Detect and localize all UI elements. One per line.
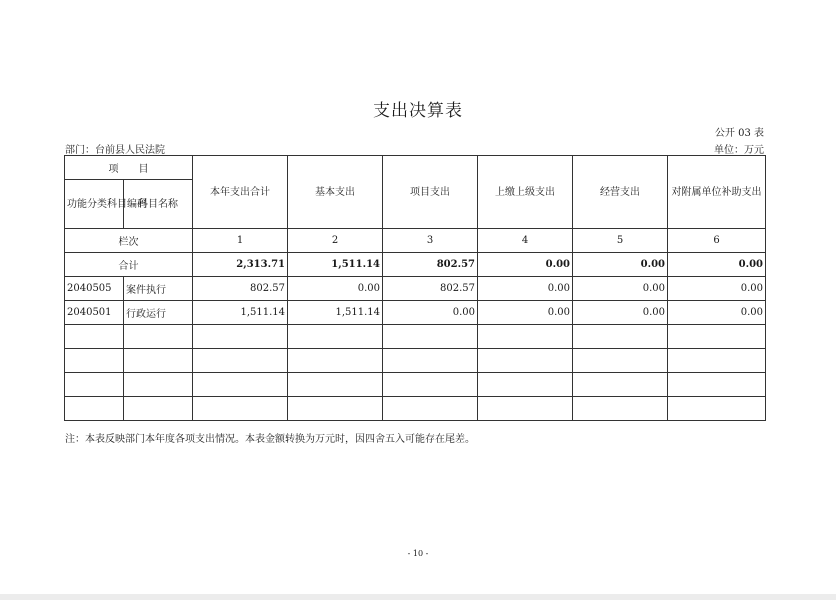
index-cell: 1 <box>193 229 288 253</box>
empty-row <box>65 397 766 421</box>
unit-label: 单位：万元 <box>714 145 764 156</box>
total-cell: 0.00 <box>478 253 573 277</box>
index-cell: 2 <box>288 229 383 253</box>
empty-row <box>65 349 766 373</box>
header-project-expenditure: 项目支出 <box>383 156 478 229</box>
value-cell: 1,511.14 <box>193 301 288 325</box>
subject-name-cell: 行政运行 <box>124 301 193 325</box>
header-total-expenditure: 本年支出合计 <box>193 156 288 229</box>
function-code-cell: 2040505 <box>65 277 124 301</box>
value-cell: 0.00 <box>383 301 478 325</box>
table-row <box>65 301 766 325</box>
total-cell: 0.00 <box>668 253 766 277</box>
value-cell: 0.00 <box>478 301 573 325</box>
form-number: 公开 03 表 <box>714 128 764 139</box>
value-cell: 0.00 <box>668 301 766 325</box>
header-operating-expenditure: 经营支出 <box>573 156 668 229</box>
index-cell: 3 <box>383 229 478 253</box>
table-note: 注：本表反映部门本年度各项支出情况。本表金额转换为万元时，因四舍五入可能存在尾差。 <box>65 434 475 445</box>
index-cell: 4 <box>478 229 573 253</box>
department-label: 部门：台前县人民法院 <box>65 145 165 156</box>
total-row-label: 合计 <box>65 253 193 277</box>
index-cell: 6 <box>668 229 766 253</box>
header-remit-superior: 上缴上级支出 <box>478 156 573 229</box>
header-basic-expenditure: 基本支出 <box>288 156 383 229</box>
expenditure-table <box>64 155 766 421</box>
total-cell: 0.00 <box>573 253 668 277</box>
header-subsidiary-subsidy: 对附属单位补助支出 <box>668 156 766 229</box>
table-row <box>65 277 766 301</box>
header-subject-name: 科目名称 <box>124 180 193 229</box>
page-title: 支出决算表 <box>373 101 463 121</box>
viewer-bottom-strip <box>0 594 836 600</box>
empty-row <box>65 373 766 397</box>
total-cell: 2,313.71 <box>193 253 288 277</box>
value-cell: 0.00 <box>288 277 383 301</box>
value-cell: 0.00 <box>668 277 766 301</box>
subject-name-cell: 案件执行 <box>124 277 193 301</box>
index-row-label: 栏次 <box>65 229 193 253</box>
function-code-cell: 2040501 <box>65 301 124 325</box>
total-cell: 1,511.14 <box>288 253 383 277</box>
header-function-code: 功能分类科目编码 <box>65 180 124 229</box>
value-cell: 1,511.14 <box>288 301 383 325</box>
total-cell: 802.57 <box>383 253 478 277</box>
index-cell: 5 <box>573 229 668 253</box>
empty-row <box>65 325 766 349</box>
header-item: 项 目 <box>65 156 193 180</box>
value-cell: 802.57 <box>383 277 478 301</box>
value-cell: 802.57 <box>193 277 288 301</box>
page-number: - 10 - <box>407 549 429 558</box>
value-cell: 0.00 <box>573 277 668 301</box>
value-cell: 0.00 <box>573 301 668 325</box>
value-cell: 0.00 <box>478 277 573 301</box>
